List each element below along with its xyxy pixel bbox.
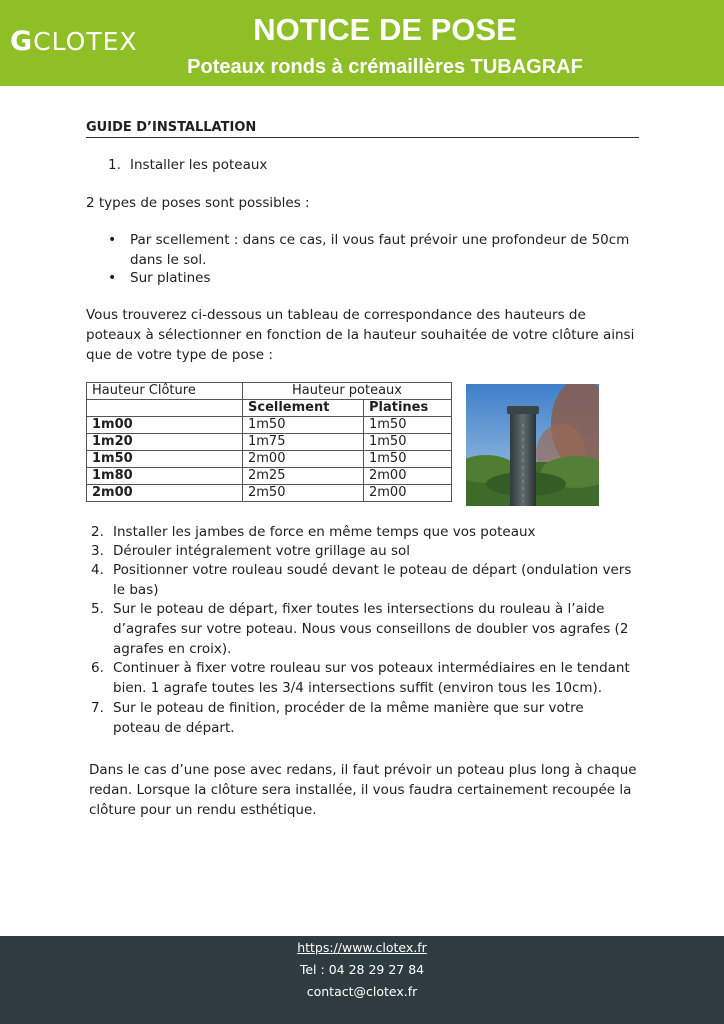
post-photo	[466, 384, 599, 506]
step-text: Sur le poteau de finition, procéder de la même manière que sur votre poteau de départ.	[113, 700, 584, 736]
step-text: Dérouler intégralement votre grillage au sol	[113, 543, 410, 559]
step-text: Continuer à fixer votre rouleau sur vos poteaux intermédiaires en le tendant bien. 1 agrafe toutes les 3/4 intersections suffit (environ tous les 10cm).	[113, 660, 630, 696]
page-title: NOTICE DE POSE	[253, 12, 517, 47]
closing-paragraph: Dans le cas d’une pose avec redans, il faut prévoir un poteau plus long à chaque redan. Lorsque la clôture sera installée, il vous faudra certainement recoupée la clôture pour un rendu esthétique.	[89, 762, 637, 818]
step-text: Installer les jambes de force en même temps que vos poteaux	[113, 524, 536, 540]
step-number: 7.	[91, 700, 104, 716]
step-text: Sur le poteau de départ, fixer toutes les intersections du rouleau à l’aide d’agrafes sur votre poteau. Nous vous conseillons de doubler vos agrafes (2 agrafes en croix).	[113, 601, 629, 657]
step-number: 3.	[91, 543, 104, 559]
table-row: 1m50 2m00 1m50	[87, 451, 452, 468]
header-banner	[0, 0, 724, 86]
phone-number: Tel : 04 28 29 27 84	[299, 962, 425, 977]
intro-text: 2 types de poses sont possibles :	[86, 195, 310, 211]
table-subheader-platines: Platines	[364, 400, 452, 417]
table-row: 1m80 2m25 2m00	[87, 468, 452, 485]
website-link[interactable]: https://www.clotex.fr	[297, 940, 427, 955]
bullet-icon: •	[108, 232, 117, 248]
step-text: Positionner votre rouleau soudé devant le poteau de départ (ondulation vers le bas)	[113, 562, 632, 598]
step-text: Installer les poteaux	[130, 157, 268, 173]
step-number: 4.	[91, 562, 104, 578]
table-row: 1m20 1m75 1m50	[87, 434, 452, 451]
page-subtitle: Poteaux ronds à crémaillères TUBAGRAF	[187, 56, 583, 78]
table-header-cloture: Hauteur Clôture	[87, 383, 243, 400]
correspondence-table	[86, 382, 452, 502]
table-subheader-scellement: Scellement	[243, 400, 364, 417]
step-number: 6.	[91, 660, 104, 676]
table-intro-paragraph: Vous trouverez ci-dessous un tableau de correspondance des hauteurs de poteaux à sélectionner en fonction de la hauteur souhaitée de votre clôture ainsi que de votre type de pose :	[86, 307, 635, 363]
logo-text: CLOTEX	[33, 27, 138, 56]
bullet-item: Par scellement : dans ce cas, il vous faut prévoir une profondeur de 50cm dans le sol.	[130, 232, 630, 268]
footer	[0, 936, 724, 1024]
step-number: 5.	[91, 601, 104, 617]
guide-title: GUIDE D’INSTALLATION	[86, 120, 639, 138]
step-number: 2.	[91, 524, 104, 540]
table-row: 2m00 2m50 2m00	[87, 485, 452, 502]
step-number: 1.	[108, 157, 121, 173]
email-address[interactable]: contact@clotex.fr	[306, 984, 418, 999]
bullet-icon: •	[108, 270, 117, 286]
table-header-poteaux: Hauteur poteaux	[243, 383, 452, 400]
clotex-logo: GCLOTEX	[10, 26, 138, 57]
bullet-item: Sur platines	[130, 270, 211, 286]
table-cell	[87, 400, 243, 417]
table-row: 1m00 1m50 1m50	[87, 417, 452, 434]
